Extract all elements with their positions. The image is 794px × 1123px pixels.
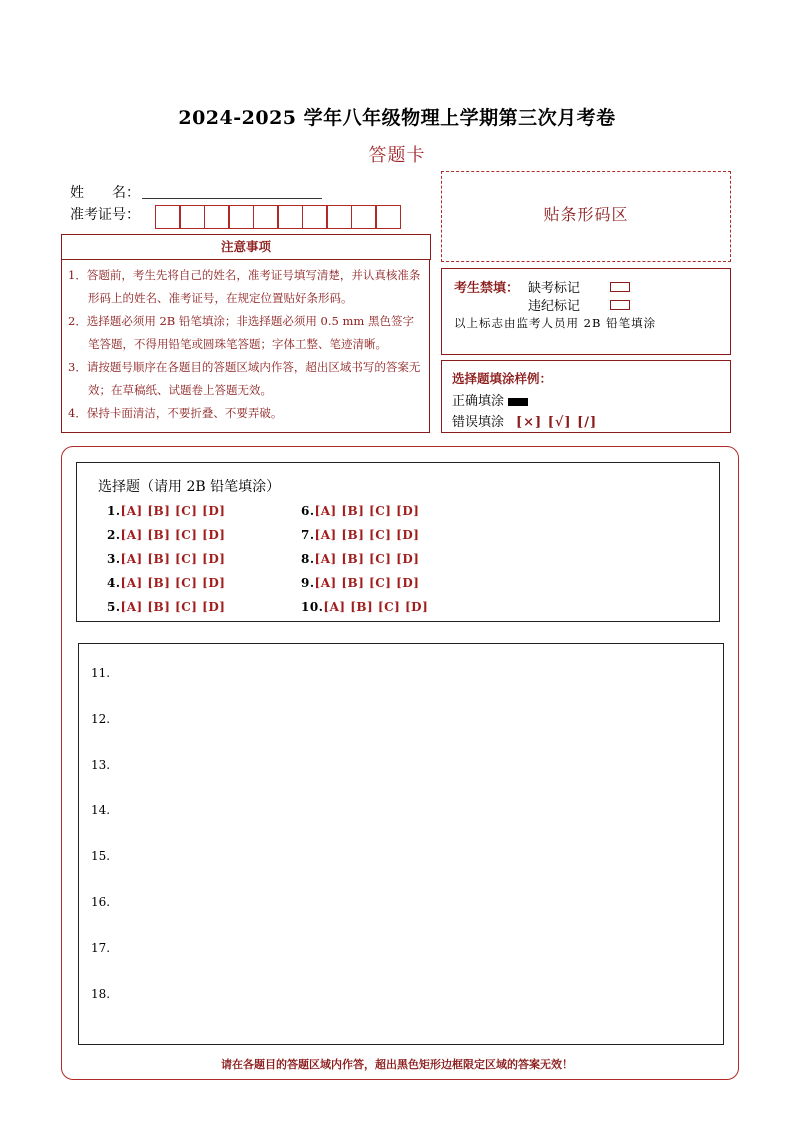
mc-question-number: 6. [301,504,315,518]
mc-options[interactable]: [A] [B] [C] [D] [314,576,420,590]
mc-question-row[interactable] [107,552,225,566]
exam-number-box[interactable] [204,205,230,229]
exam-number-label: 准考证号： [70,207,140,223]
name-label: 姓 名： [70,185,140,201]
mc-options[interactable]: [A] [B] [C] [D] [323,600,429,614]
notice-item: 2．选择题必须用 2B 铅笔填涂；非选择题必须用 0.5 mm 黑色签字笔答题，不得用铅笔或圆珠笔答题；字体工整、笔迹清晰。 [68,314,414,351]
mc-question-number: 1. [107,504,121,518]
page-title: 2024-2025 学年八年级物理上学期第三次月考卷 [178,107,616,129]
question-number: 12. [91,711,111,726]
forbid-note: 以上标志由监考人员用 2B 铅笔填涂 [454,316,657,330]
notice-body [61,259,430,433]
open-answer-section[interactable] [78,643,724,1045]
fill-sample-title: 选择题填涂样例： [452,371,553,386]
question-number: 11. [91,666,111,680]
mc-options[interactable]: [A] [B] [C] [D] [314,504,420,518]
forbid-panel [441,268,731,355]
mc-question-row[interactable] [107,528,225,542]
exam-number-box[interactable] [277,205,303,229]
question-number: 16. [91,895,111,909]
exam-number-box[interactable] [351,205,377,229]
mc-question-number: 4. [107,576,121,590]
exam-number-box[interactable] [179,205,205,229]
mc-question-number: 9. [301,576,315,590]
barcode-area: 贴条形码区 [441,171,731,262]
violation-mark-box[interactable] [610,300,630,310]
mc-question-number: 2. [107,528,121,542]
question-number: 17. [91,940,111,955]
exam-number-box[interactable] [326,205,352,229]
mc-question-row[interactable] [301,576,419,590]
question-number: 13. [91,757,111,772]
question-number: 14. [91,803,111,818]
wrong-fill-label: 错误填涂 [452,415,505,430]
mc-question-row[interactable] [107,600,225,614]
question-number: 18. [91,986,111,1001]
multiple-choice-title: 选择题（请用 2B 铅笔填涂） [98,479,281,495]
exam-number-box[interactable] [375,205,401,229]
mc-question-number: 7. [301,528,315,542]
correct-fill-label: 正确填涂 [452,394,505,409]
exam-number-box[interactable] [302,205,328,229]
notice-item: 4．保持卡面清洁，不要折叠、不要弄破。 [68,406,283,420]
exam-number-box[interactable] [253,205,279,229]
notice-item: 1．答题前，考生先将自己的姓名，准考证号填写清楚，并认真核准条形码上的姓名、准考证号，在规定位置贴好条形码。 [68,268,421,305]
answer-card-subtitle: 答题卡 [368,145,426,166]
exam-number-box[interactable] [155,205,181,229]
filled-mark-icon [508,398,528,406]
notice-heading: 注意事项 [61,234,431,260]
footer-warning: 请在各题目的答题区域内作答，超出黑色矩形边框限定区域的答案无效！ [221,1058,573,1071]
mc-options[interactable]: [A] [B] [C] [D] [120,528,226,542]
mc-options[interactable]: [A] [B] [C] [D] [120,576,226,590]
multiple-choice-section [76,462,720,622]
mc-options[interactable]: [A] [B] [C] [D] [120,552,226,566]
correct-fill-row [452,390,528,409]
mc-options[interactable]: [A] [B] [C] [D] [120,600,226,614]
violation-mark-label: 违纪标记 [528,299,581,314]
mc-options[interactable]: [A] [B] [C] [D] [314,552,420,566]
forbid-label: 考生禁填： [454,281,520,296]
question-number: 15. [91,849,111,864]
mc-question-row[interactable] [107,504,225,518]
wrong-fill-marks: [×] [√] [/] [516,415,598,430]
mc-question-number: 5. [107,600,121,614]
mc-options[interactable]: [A] [B] [C] [D] [314,528,420,542]
mc-question-row[interactable] [301,600,428,614]
mc-question-number: 8. [301,552,315,566]
exam-number-boxes[interactable] [156,205,401,229]
mc-question-row[interactable] [301,552,419,566]
notice-item: 3．请按题号顺序在各题目的答题区域内作答，超出区域书写的答案无效；在草稿纸、试题卷上答题无效。 [68,360,421,397]
absent-mark-label: 缺考标记 [528,281,581,296]
mc-question-number: 10. [301,600,324,614]
absent-mark-row [528,277,630,296]
mc-question-number: 3. [107,552,121,566]
name-field[interactable] [142,198,322,199]
mc-question-row[interactable] [301,504,419,518]
mc-question-row[interactable] [107,576,225,590]
wrong-fill-row [452,411,597,430]
mc-question-row[interactable] [301,528,419,542]
fill-sample-panel [441,360,731,433]
absent-mark-box[interactable] [610,282,630,292]
mc-options[interactable]: [A] [B] [C] [D] [120,504,226,518]
exam-number-box[interactable] [228,205,254,229]
violation-mark-row [528,295,630,314]
